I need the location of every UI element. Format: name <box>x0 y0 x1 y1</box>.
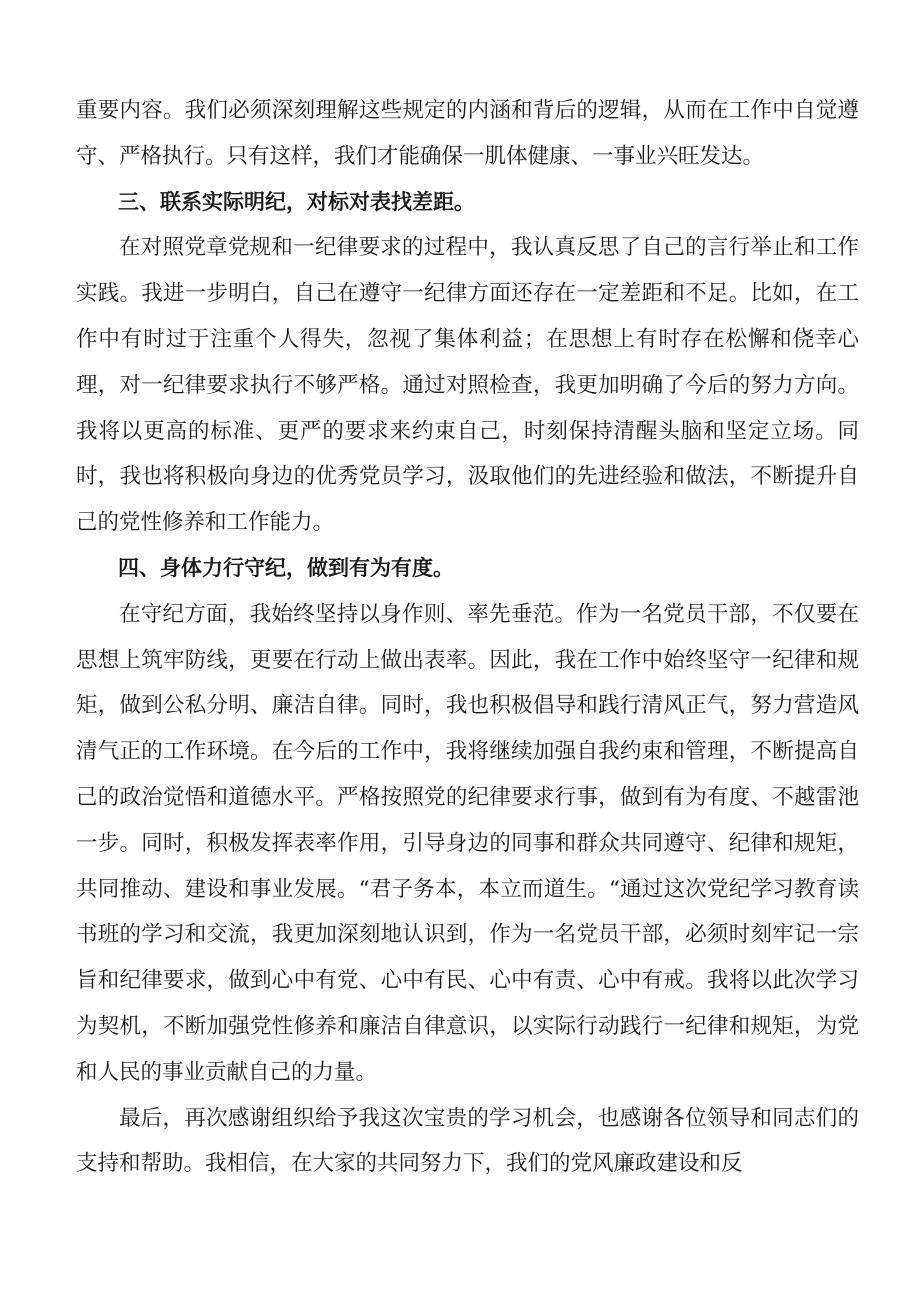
paragraph-closing: 最后，再次感谢组织给予我这次宝贵的学习机会，也感谢各位领导和同志们的支持和帮助。我相信，在大家的共同努力下，我们的党风廉政建设和反 <box>76 1105 859 1177</box>
paragraph-section-3: 在对照党章党规和一纪律要求的过程中，我认真反思了自己的言行举止和工作实践。我进一步明白，自己在遵守一纪律方面还存在一定差距和不足。比如，在工作中有时过于注重个人得失，忽视了集体利益；在思想上有时存在松懈和侥幸心理，对一纪律要求执行不够严格。通过对照检查，我更加明确了今后的努力方向。我将以更高的标准、更严的要求来约束自己，时刻保持清醒头脑和坚定立场。同时，我也将积极向身边的优秀党员学习，汲取他们的先进经验和做法，不断提升自己的党性修养和工作能力。 <box>76 235 859 536</box>
paragraph-section-4: 在守纪方面，我始终坚持以身作则、率先垂范。作为一名党员干部，不仅要在思想上筑牢防线，更要在行动上做出表率。因此，我在工作中始终坚守一纪律和规矩，做到公私分明、廉洁自律。同时，我也积极倡导和践行清风正气，努力营造风清气正的工作环境。在今后的工作中，我将继续加强自我约束和管理，不断提高自己的政治觉悟和道德水平。严格按照党的纪律要求行事，做到有为有度、不越雷池一步。同时，积极发挥表率作用，引导身边的同事和群众共同遵守、纪律和规矩，共同推动、建设和事业发展。“君子务本，本立而道生。“通过这次党纪学习教育读书班的学习和交流，我更加深刻地认识到，作为一名党员干部，必须时刻牢记一宗旨和纪律要求，做到心中有党、心中有民、心中有责、心中有戒。我将以此次学习为契机，不断加强党性修养和廉洁自律意识，以实际行动践行一纪律和规矩，为党和人民的事业贡献自己的力量。 <box>76 601 859 1085</box>
document-page <box>76 88 859 1187</box>
section-heading-4: 四、身体力行守纪，做到有为有度。 <box>118 555 454 580</box>
section-heading-3: 三、联系实际明纪，对标对表找差距。 <box>118 189 475 214</box>
paragraph-continuation: 重要内容。我们必须深刻理解这些规定的内涵和背后的逻辑，从而在工作中自觉遵守、严格执行。只有这样，我们才能确保一肌体健康、一事业兴旺发达。 <box>76 98 859 169</box>
